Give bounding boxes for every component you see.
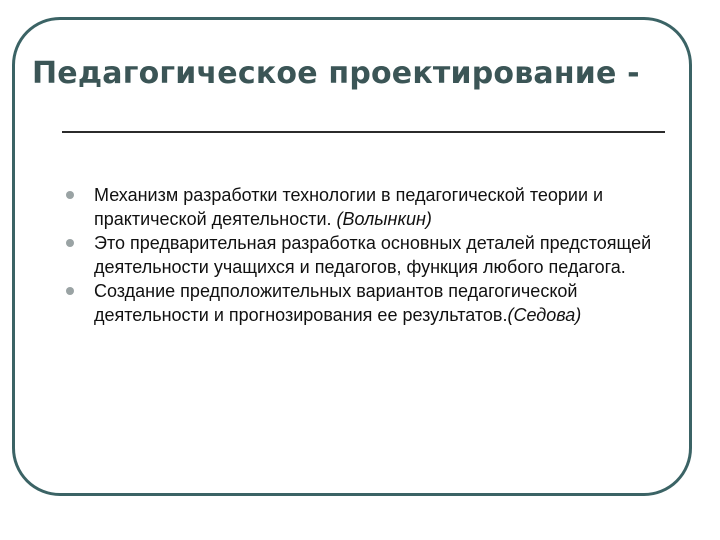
bullet-dot-icon — [66, 191, 74, 199]
bullet-item — [62, 231, 662, 279]
bullet-text: Механизм разработки технологии в педагогической теории и практической деятельности. — [94, 185, 604, 229]
bullet-item — [62, 279, 662, 327]
bullet-text: Это предварительная разработка основных деталей предстоящей деятельности учащихся и педагогов, функция любого педагога. — [94, 233, 652, 277]
bullet-dot-icon — [66, 287, 74, 295]
bullet-dot-icon — [66, 239, 74, 247]
title-divider — [62, 131, 665, 133]
bullet-item — [62, 183, 662, 231]
bullet-citation: (Волынкин) — [336, 209, 432, 229]
bullet-citation: (Седова) — [507, 305, 582, 325]
bullet-list — [62, 183, 662, 327]
bullet-text: Создание предположительных вариантов педагогической деятельности и прогнозирования ее результатов. — [94, 281, 578, 325]
slide-title: Педагогическое проектирование - — [32, 56, 640, 91]
